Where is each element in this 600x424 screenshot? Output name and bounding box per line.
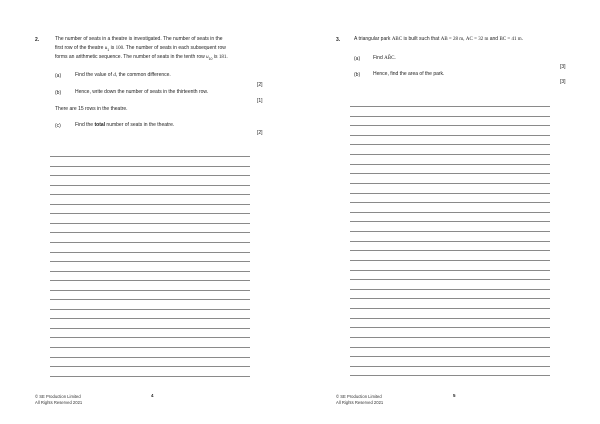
- answer-line: [50, 299, 250, 300]
- answer-line: [50, 242, 250, 243]
- answer-line: [50, 185, 250, 186]
- answer-line: [350, 193, 550, 194]
- answer-line: [350, 116, 550, 117]
- answer-line: [50, 290, 250, 291]
- marks-b: [3]: [560, 79, 566, 85]
- part-a-text: Find the value of d, the common difference.: [75, 72, 171, 78]
- answer-line: [350, 279, 550, 280]
- answer-line: [350, 154, 550, 155]
- part-label-a: (a): [354, 56, 361, 62]
- part-label-c: (c): [55, 123, 61, 129]
- marks-c: [2]: [257, 130, 263, 136]
- answer-line: [50, 309, 250, 310]
- part-a-text: Find AB̂C.: [373, 55, 396, 61]
- part-b-text: Hence, find the area of the park.: [373, 71, 445, 77]
- answer-line: [350, 337, 550, 338]
- answer-line: [50, 337, 250, 338]
- answer-line: [50, 328, 250, 329]
- answer-line: [50, 318, 250, 319]
- answer-line: [350, 221, 550, 222]
- answer-line: [50, 166, 250, 167]
- answer-line: [350, 183, 550, 184]
- marks-a: [2]: [257, 82, 263, 88]
- part-label-a: (a): [55, 73, 62, 79]
- question-stem-line: forms an arithmetic sequence. The number of seats in the tenth row $u_{10}$ is 181.: [55, 54, 228, 61]
- answer-line: [350, 289, 550, 290]
- answer-line: [50, 252, 250, 253]
- answer-line: [50, 213, 250, 214]
- answer-line: [50, 156, 250, 157]
- answer-line: [350, 347, 550, 348]
- question-stem-line: first row of the theatre $u_1$ is 100. The number of seats in each subsequent row: [55, 45, 226, 52]
- answer-line: [350, 231, 550, 232]
- page-number: 5: [453, 393, 456, 398]
- answer-line: [50, 204, 250, 205]
- part-label-b: (b): [354, 72, 361, 78]
- answer-line: [350, 250, 550, 251]
- question-stem-line: The number of seats in a theatre is investigated. The number of seats in the: [55, 36, 223, 42]
- page-number: 4: [151, 393, 154, 398]
- answer-line: [50, 271, 250, 272]
- answer-line: [350, 135, 550, 136]
- answer-line: [350, 241, 550, 242]
- part-c-text: Find the total number of seats in the theatre.: [75, 122, 175, 128]
- question-number: 3.: [336, 37, 341, 43]
- answer-line: [350, 298, 550, 299]
- footer-copyright: © SE Production Limited All Rights Reserved 2021: [336, 394, 384, 405]
- footer-copyright: © SE Production Limited All Rights Reserved 2021: [35, 394, 83, 405]
- answer-line: [50, 280, 250, 281]
- answer-line: [350, 375, 550, 376]
- answer-line: [350, 173, 550, 174]
- answer-line: [50, 366, 250, 367]
- answer-line: [350, 164, 550, 165]
- answer-line: [350, 270, 550, 271]
- answer-line: [350, 260, 550, 261]
- answer-line: [350, 106, 550, 107]
- answer-line: [350, 356, 550, 357]
- answer-line: [350, 366, 550, 367]
- answer-line: [350, 327, 550, 328]
- marks-a: [3]: [560, 64, 566, 70]
- answer-line: [350, 125, 550, 126]
- answer-line: [50, 223, 250, 224]
- answer-line: [50, 194, 250, 195]
- answer-line: [50, 232, 250, 233]
- answer-line: [350, 202, 550, 203]
- page-right: [300, 0, 600, 424]
- answer-line: [50, 376, 250, 377]
- info-text: There are 15 rows in the theatre.: [55, 106, 128, 112]
- answer-line: [350, 144, 550, 145]
- question-stem-line: A triangular park ABC is built such that AB = 28 m, AC = 32 m and BC = 41 m.: [354, 36, 523, 42]
- part-b-text: Hence, write down the number of seats in the thirteenth row.: [75, 89, 209, 95]
- answer-line: [350, 308, 550, 309]
- marks-b: [1]: [257, 98, 263, 104]
- answer-line: [350, 212, 550, 213]
- answer-line: [50, 261, 250, 262]
- answer-line: [350, 318, 550, 319]
- question-number: 2.: [35, 37, 40, 43]
- answer-line: [50, 347, 250, 348]
- answer-line: [50, 175, 250, 176]
- part-label-b: (b): [55, 90, 62, 96]
- answer-line: [50, 357, 250, 358]
